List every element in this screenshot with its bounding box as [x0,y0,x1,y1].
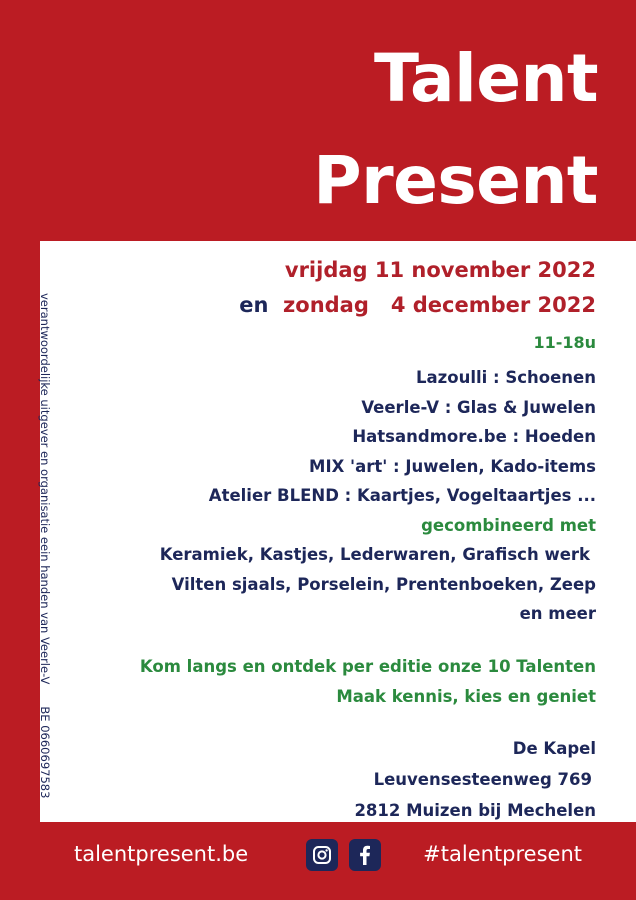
combined-item: Keramiek, Kastjes, Lederwaren, Grafisch werk [159,545,590,564]
location-name: De Kapel [512,739,596,758]
location-city: 2812 Muizen bij Mechelen [354,801,596,820]
invitation-line: Kom langs en ontdek per editie onze 10 Talenten [139,657,596,676]
combined-item: en meer [519,604,596,623]
vendor-item: MIX 'art' : Juwelen, Kado-items [309,457,596,476]
date-sunday-line [239,293,596,317]
website-link[interactable]: talentpresent.be [74,842,249,866]
facebook-icon[interactable] [349,839,381,871]
location-street: Leuvensesteenweg 769 [373,770,592,789]
hashtag: #talentpresent [423,842,582,866]
vat-number: BE 0660697583 [38,706,52,799]
publisher-text: verantwoordelijke uitgever en organisatie eein handen van Veerle-V [38,293,52,685]
date-sunday-day: zondag [283,293,369,317]
combined-item: Vilten sjaals, Porselein, Prentenboeken, Zeep [171,575,596,594]
title-line-1: Talent [374,40,598,117]
title-line-2: Present [313,142,598,219]
date-sunday-date: 4 december 2022 [390,293,596,317]
date-friday: vrijdag 11 november 2022 [284,258,596,282]
vendor-item: Veerle-V : Glas & Juwelen [361,398,596,417]
content-panel [40,241,636,822]
opening-hours: 11-18u [533,333,596,352]
instagram-icon[interactable] [306,839,338,871]
vendor-item: Atelier BLEND : Kaartjes, Vogeltaartjes ... [208,486,596,505]
vendor-item: Hatsandmore.be : Hoeden [352,427,596,446]
vendor-item: Lazoulli : Schoenen [415,368,596,387]
publisher-note [38,293,52,799]
invitation-line: Maak kennis, kies en geniet [336,687,596,706]
date-connector: en [239,293,269,317]
combined-label: gecombineerd met [421,516,596,535]
